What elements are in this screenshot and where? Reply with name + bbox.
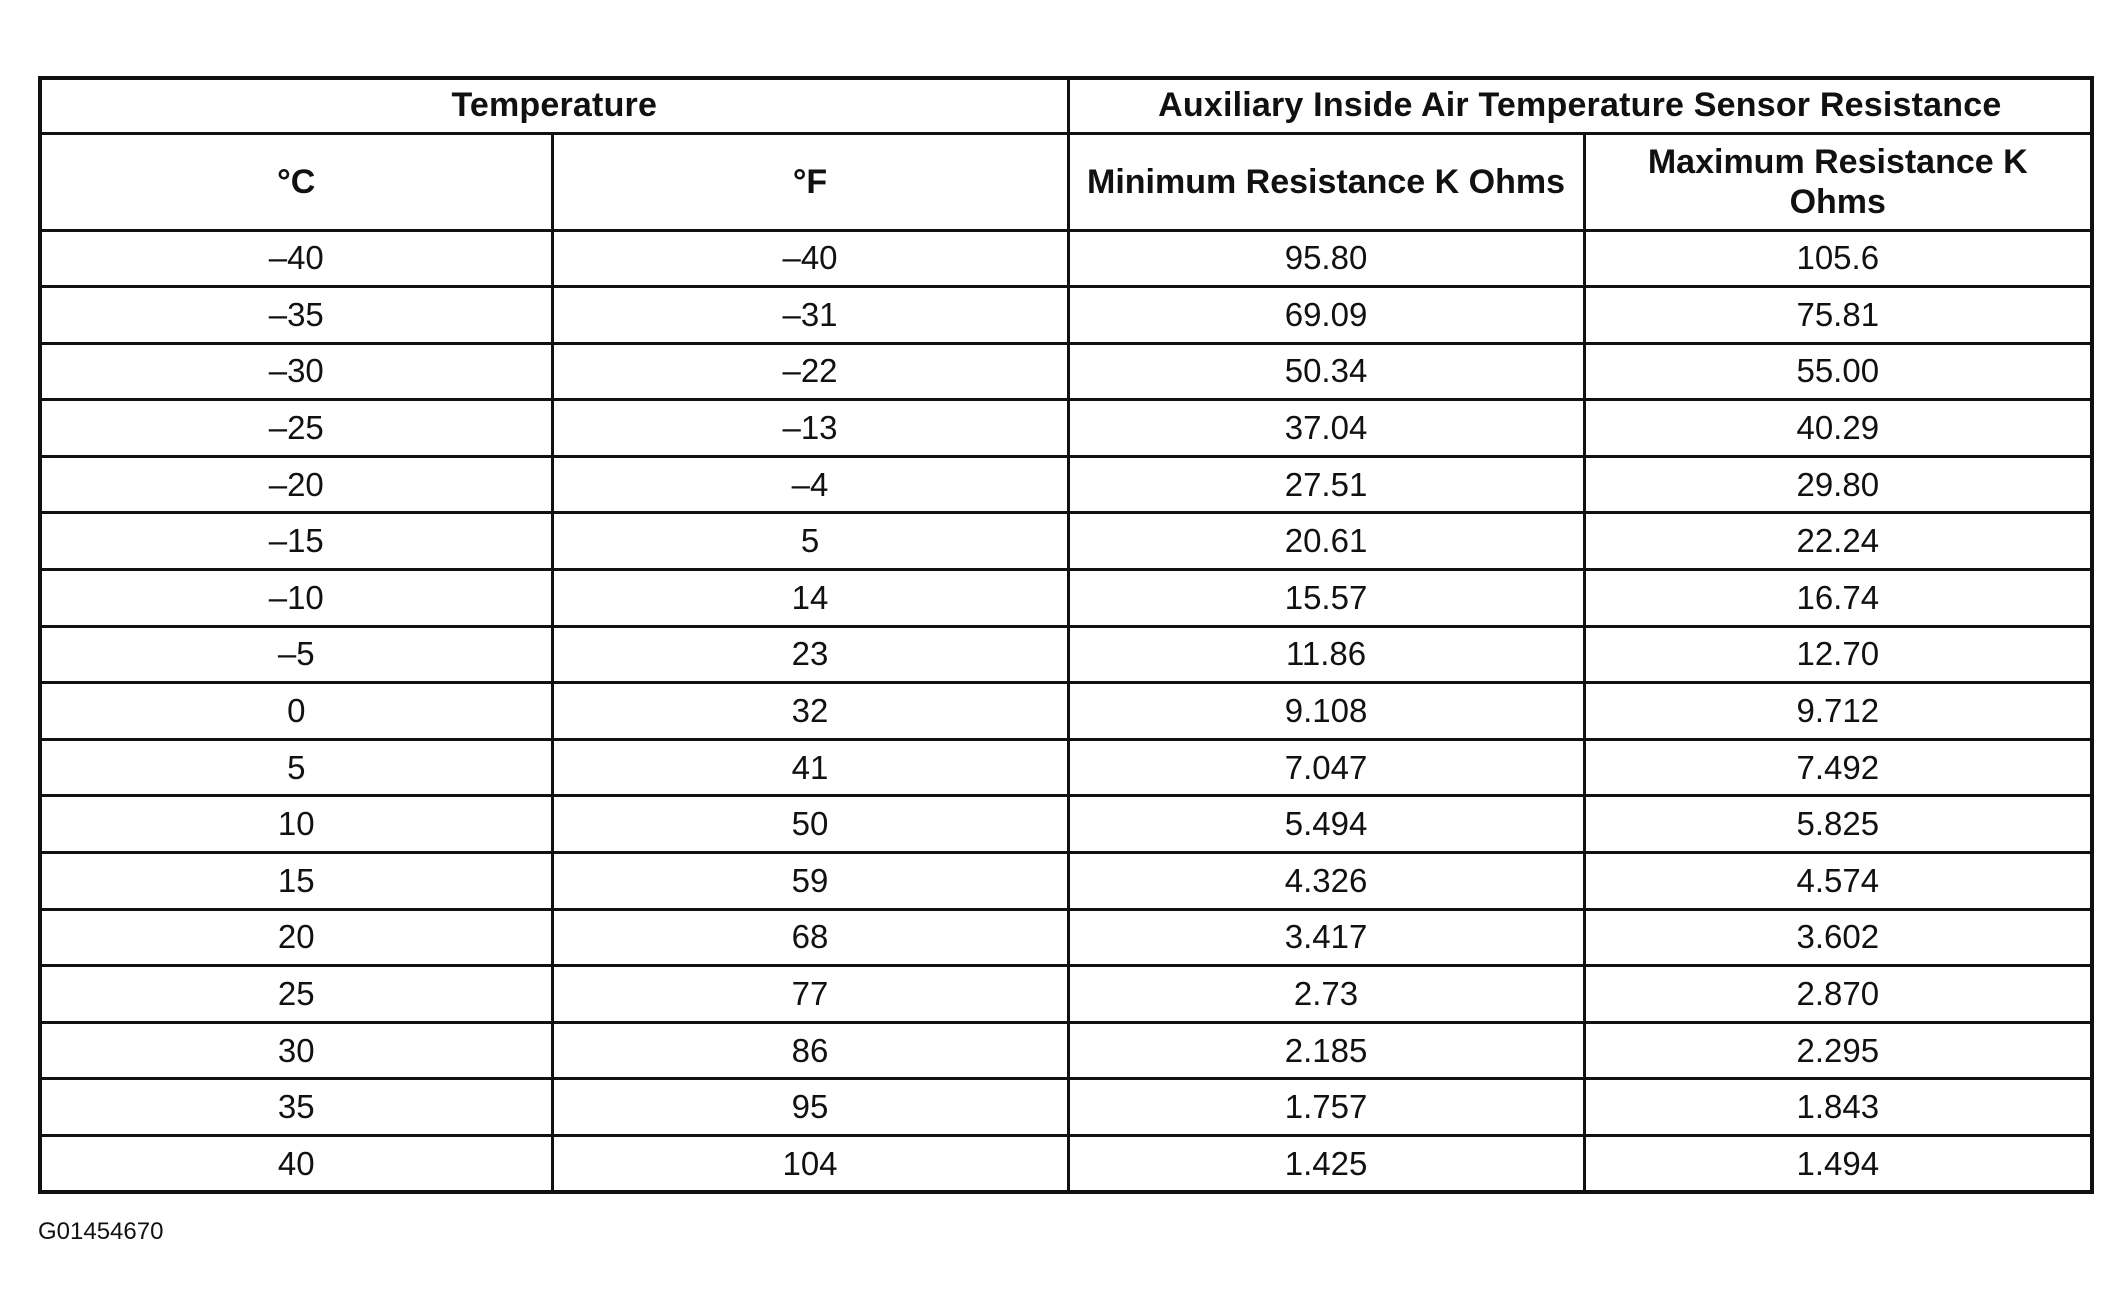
fahrenheit-cell: 59	[552, 853, 1068, 910]
table-row	[40, 230, 2092, 287]
max-resistance-cell: 2.870	[1584, 966, 2092, 1023]
fahrenheit-cell: 104	[552, 1136, 1068, 1193]
table-row	[40, 739, 2092, 796]
max-resistance-cell: 4.574	[1584, 853, 2092, 910]
table-row	[40, 513, 2092, 570]
fahrenheit-cell: –31	[552, 287, 1068, 344]
celsius-cell: –30	[40, 343, 552, 400]
table-row	[40, 796, 2092, 853]
fahrenheit-cell: 14	[552, 570, 1068, 627]
fahrenheit-cell: –4	[552, 456, 1068, 513]
fahrenheit-cell: 5	[552, 513, 1068, 570]
fahrenheit-cell: –40	[552, 230, 1068, 287]
celsius-cell: –20	[40, 456, 552, 513]
celsius-cell: 0	[40, 683, 552, 740]
min-resistance-cell: 7.047	[1068, 739, 1584, 796]
celsius-cell: –10	[40, 570, 552, 627]
fahrenheit-cell: 32	[552, 683, 1068, 740]
table-body	[40, 230, 2092, 1192]
fahrenheit-cell: 86	[552, 1022, 1068, 1079]
celsius-cell: –15	[40, 513, 552, 570]
table-row	[40, 683, 2092, 740]
group-header-row	[40, 78, 2092, 133]
min-resistance-cell: 2.185	[1068, 1022, 1584, 1079]
celsius-cell: –35	[40, 287, 552, 344]
table-row	[40, 853, 2092, 910]
min-resistance-cell: 9.108	[1068, 683, 1584, 740]
celsius-cell: 25	[40, 966, 552, 1023]
celsius-cell: 10	[40, 796, 552, 853]
min-resistance-column-header: Minimum Resistance K Ohms	[1068, 133, 1584, 230]
fahrenheit-cell: –13	[552, 400, 1068, 457]
min-resistance-cell: 20.61	[1068, 513, 1584, 570]
table-row	[40, 966, 2092, 1023]
celsius-cell: 40	[40, 1136, 552, 1193]
celsius-cell: –40	[40, 230, 552, 287]
max-resistance-cell: 29.80	[1584, 456, 2092, 513]
table-row	[40, 1079, 2092, 1136]
max-resistance-cell: 5.825	[1584, 796, 2092, 853]
column-header-row	[40, 133, 2092, 230]
min-resistance-cell: 1.757	[1068, 1079, 1584, 1136]
temperature-group-header: Temperature	[40, 78, 1068, 133]
table-row	[40, 1136, 2092, 1193]
min-resistance-cell: 4.326	[1068, 853, 1584, 910]
min-resistance-cell: 1.425	[1068, 1136, 1584, 1193]
max-resistance-cell: 1.843	[1584, 1079, 2092, 1136]
celsius-cell: 5	[40, 739, 552, 796]
fahrenheit-cell: 41	[552, 739, 1068, 796]
min-resistance-cell: 5.494	[1068, 796, 1584, 853]
celsius-cell: 15	[40, 853, 552, 910]
table-row	[40, 343, 2092, 400]
table-row	[40, 287, 2092, 344]
table-row	[40, 570, 2092, 627]
min-resistance-cell: 50.34	[1068, 343, 1584, 400]
min-resistance-cell: 11.86	[1068, 626, 1584, 683]
celsius-cell: 35	[40, 1079, 552, 1136]
fahrenheit-cell: –22	[552, 343, 1068, 400]
max-resistance-cell: 55.00	[1584, 343, 2092, 400]
fahrenheit-cell: 68	[552, 909, 1068, 966]
sensor-resistance-table	[38, 76, 2094, 1194]
celsius-cell: –25	[40, 400, 552, 457]
max-resistance-cell: 2.295	[1584, 1022, 2092, 1079]
max-resistance-cell: 16.74	[1584, 570, 2092, 627]
max-resistance-cell: 3.602	[1584, 909, 2092, 966]
table-row	[40, 400, 2092, 457]
max-resistance-cell: 12.70	[1584, 626, 2092, 683]
celsius-column-header: °C	[40, 133, 552, 230]
min-resistance-cell: 95.80	[1068, 230, 1584, 287]
table-row	[40, 1022, 2092, 1079]
max-resistance-cell: 1.494	[1584, 1136, 2092, 1193]
max-resistance-column-header: Maximum Resistance K Ohms	[1584, 133, 2092, 230]
fahrenheit-cell: 50	[552, 796, 1068, 853]
table-row	[40, 909, 2092, 966]
celsius-cell: 20	[40, 909, 552, 966]
max-resistance-cell: 9.712	[1584, 683, 2092, 740]
max-resistance-cell: 22.24	[1584, 513, 2092, 570]
min-resistance-cell: 27.51	[1068, 456, 1584, 513]
fahrenheit-cell: 95	[552, 1079, 1068, 1136]
table-row	[40, 626, 2092, 683]
max-resistance-cell: 7.492	[1584, 739, 2092, 796]
min-resistance-cell: 2.73	[1068, 966, 1584, 1023]
min-resistance-cell: 37.04	[1068, 400, 1584, 457]
fahrenheit-cell: 23	[552, 626, 1068, 683]
fahrenheit-column-header: °F	[552, 133, 1068, 230]
min-resistance-cell: 3.417	[1068, 909, 1584, 966]
max-resistance-cell: 40.29	[1584, 400, 2092, 457]
celsius-cell: 30	[40, 1022, 552, 1079]
celsius-cell: –5	[40, 626, 552, 683]
min-resistance-cell: 15.57	[1068, 570, 1584, 627]
resistance-group-header: Auxiliary Inside Air Temperature Sensor Resistance	[1068, 78, 2092, 133]
fahrenheit-cell: 77	[552, 966, 1068, 1023]
table-row	[40, 456, 2092, 513]
max-resistance-cell: 75.81	[1584, 287, 2092, 344]
min-resistance-cell: 69.09	[1068, 287, 1584, 344]
figure-id-label: G01454670	[38, 1218, 164, 1245]
max-resistance-cell: 105.6	[1584, 230, 2092, 287]
